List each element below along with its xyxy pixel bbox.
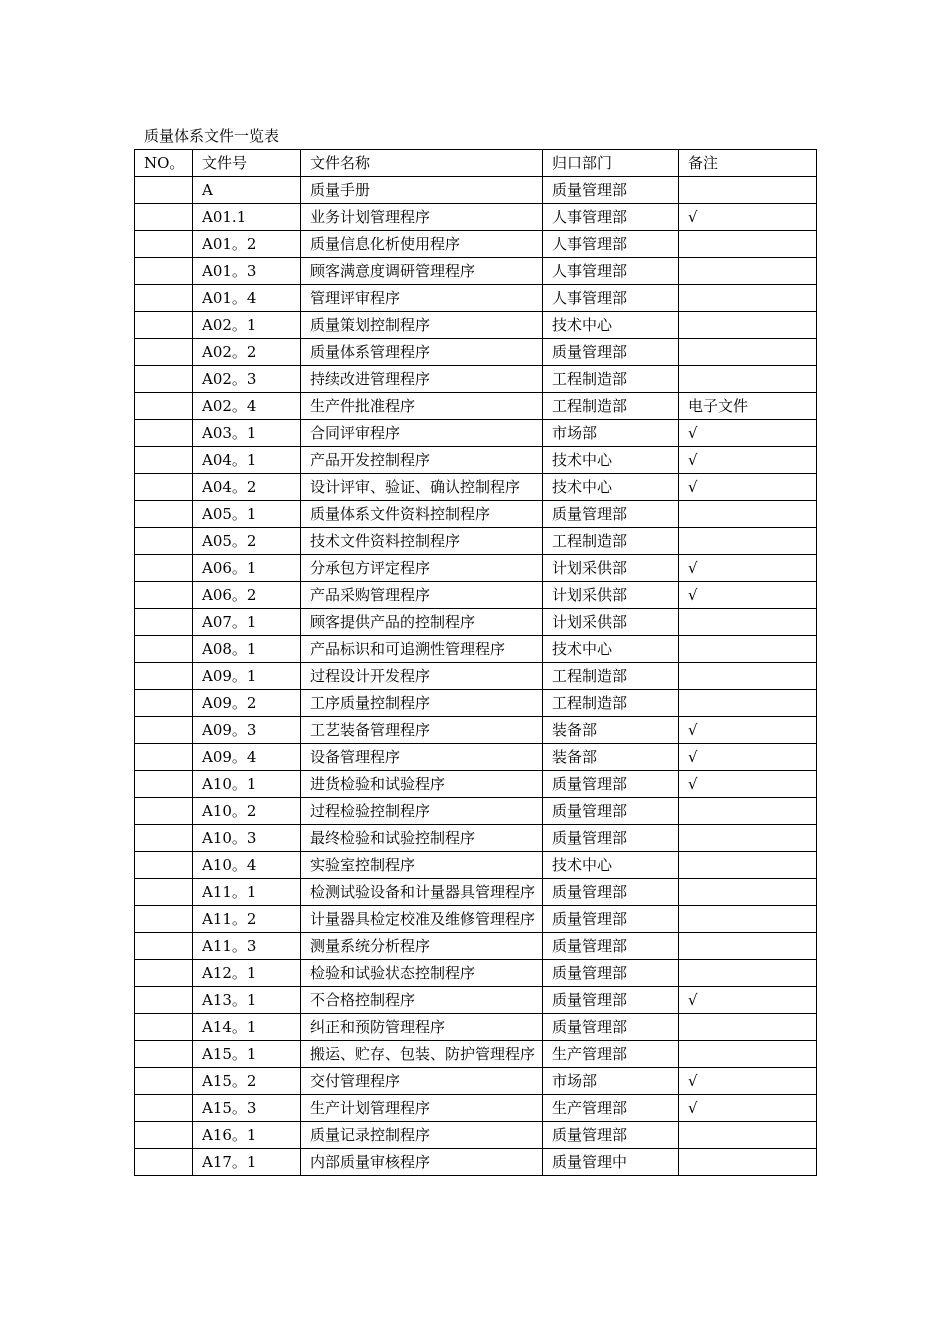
header-file-name: 文件名称: [301, 150, 543, 177]
document-list-table: [134, 149, 817, 1176]
row-no-cell: [135, 528, 193, 555]
remarks-cell: [679, 339, 817, 366]
remarks-cell: √: [679, 987, 817, 1014]
file-code-cell: A15。3: [193, 1095, 301, 1122]
table-row: [135, 258, 817, 285]
file-name-cell: 交付管理程序: [301, 1068, 543, 1095]
department-cell: 计划采供部: [543, 582, 679, 609]
remarks-cell: [679, 312, 817, 339]
file-code-cell: A16。1: [193, 1122, 301, 1149]
department-cell: 人事管理部: [543, 204, 679, 231]
table-row: [135, 636, 817, 663]
remarks-cell: √: [679, 717, 817, 744]
department-cell: 质量管理部: [543, 1014, 679, 1041]
file-name-cell: 过程设计开发程序: [301, 663, 543, 690]
file-code-cell: A17。1: [193, 1149, 301, 1176]
file-code-cell: A04。1: [193, 447, 301, 474]
department-cell: 市场部: [543, 1068, 679, 1095]
row-no-cell: [135, 231, 193, 258]
table-row: [135, 1149, 817, 1176]
file-name-cell: 质量策划控制程序: [301, 312, 543, 339]
table-row: [135, 771, 817, 798]
table-row: [135, 933, 817, 960]
department-cell: 质量管理部: [543, 879, 679, 906]
department-cell: 计划采供部: [543, 609, 679, 636]
row-no-cell: [135, 1068, 193, 1095]
document-title: 质量体系文件一览表: [144, 127, 280, 145]
row-no-cell: [135, 1149, 193, 1176]
file-code-cell: A08。1: [193, 636, 301, 663]
row-no-cell: [135, 474, 193, 501]
remarks-cell: [679, 636, 817, 663]
remarks-cell: √: [679, 744, 817, 771]
table-row: [135, 474, 817, 501]
file-code-cell: A06。2: [193, 582, 301, 609]
remarks-cell: [679, 366, 817, 393]
file-code-cell: A03。1: [193, 420, 301, 447]
row-no-cell: [135, 393, 193, 420]
file-code-cell: A11。3: [193, 933, 301, 960]
table-row: [135, 987, 817, 1014]
remarks-cell: [679, 609, 817, 636]
remarks-cell: √: [679, 1068, 817, 1095]
remarks-cell: [679, 231, 817, 258]
file-name-cell: 进货检验和试验程序: [301, 771, 543, 798]
file-name-cell: 计量器具检定校准及维修管理程序: [301, 906, 543, 933]
remarks-cell: [679, 690, 817, 717]
table-row: [135, 204, 817, 231]
file-name-cell: 质量体系管理程序: [301, 339, 543, 366]
department-cell: 技术中心: [543, 312, 679, 339]
row-no-cell: [135, 879, 193, 906]
department-cell: 装备部: [543, 744, 679, 771]
department-cell: 技术中心: [543, 852, 679, 879]
department-cell: 工程制造部: [543, 366, 679, 393]
table-row: [135, 1095, 817, 1122]
department-cell: 质量管理部: [543, 1122, 679, 1149]
file-code-cell: A01.1: [193, 204, 301, 231]
remarks-cell: [679, 1122, 817, 1149]
table-row: [135, 852, 817, 879]
department-cell: 质量管理部: [543, 960, 679, 987]
header-department: 归口部门: [543, 150, 679, 177]
file-code-cell: A01。2: [193, 231, 301, 258]
table-row: [135, 528, 817, 555]
file-name-cell: 分承包方评定程序: [301, 555, 543, 582]
table-row: [135, 447, 817, 474]
department-cell: 技术中心: [543, 474, 679, 501]
row-no-cell: [135, 285, 193, 312]
row-no-cell: [135, 744, 193, 771]
table-row: [135, 420, 817, 447]
remarks-cell: √: [679, 555, 817, 582]
department-cell: 计划采供部: [543, 555, 679, 582]
row-no-cell: [135, 339, 193, 366]
remarks-cell: [679, 663, 817, 690]
department-cell: 质量管理中: [543, 1149, 679, 1176]
file-name-cell: 检测试验设备和计量器具管理程序: [301, 879, 543, 906]
header-row: [135, 150, 817, 177]
table-row: [135, 690, 817, 717]
remarks-cell: [679, 960, 817, 987]
file-name-cell: 产品标识和可追溯性管理程序: [301, 636, 543, 663]
department-cell: 技术中心: [543, 636, 679, 663]
file-code-cell: A15。2: [193, 1068, 301, 1095]
table-row: [135, 717, 817, 744]
file-name-cell: 质量信息化析使用程序: [301, 231, 543, 258]
row-no-cell: [135, 555, 193, 582]
department-cell: 质量管理部: [543, 177, 679, 204]
remarks-cell: [679, 798, 817, 825]
file-name-cell: 质量体系文件资料控制程序: [301, 501, 543, 528]
department-cell: 装备部: [543, 717, 679, 744]
remarks-cell: √: [679, 771, 817, 798]
table-row: [135, 798, 817, 825]
header-remarks: 备注: [679, 150, 817, 177]
file-code-cell: A06。1: [193, 555, 301, 582]
row-no-cell: [135, 717, 193, 744]
remarks-cell: [679, 1041, 817, 1068]
file-code-cell: A01。4: [193, 285, 301, 312]
file-code-cell: A05。1: [193, 501, 301, 528]
table-row: [135, 555, 817, 582]
file-code-cell: A10。2: [193, 798, 301, 825]
file-name-cell: 管理评审程序: [301, 285, 543, 312]
table-row: [135, 609, 817, 636]
row-no-cell: [135, 960, 193, 987]
file-name-cell: 工序质量控制程序: [301, 690, 543, 717]
remarks-cell: [679, 906, 817, 933]
remarks-cell: √: [679, 204, 817, 231]
row-no-cell: [135, 636, 193, 663]
table-row: [135, 582, 817, 609]
file-name-cell: 纠正和预防管理程序: [301, 1014, 543, 1041]
department-cell: 质量管理部: [543, 339, 679, 366]
file-code-cell: A02。4: [193, 393, 301, 420]
remarks-cell: [679, 258, 817, 285]
file-name-cell: 合同评审程序: [301, 420, 543, 447]
table-row: [135, 663, 817, 690]
file-code-cell: A09。1: [193, 663, 301, 690]
row-no-cell: [135, 366, 193, 393]
remarks-cell: [679, 933, 817, 960]
department-cell: 质量管理部: [543, 771, 679, 798]
remarks-cell: √: [679, 474, 817, 501]
table-row: [135, 1041, 817, 1068]
file-name-cell: 顾客满意度调研管理程序: [301, 258, 543, 285]
row-no-cell: [135, 501, 193, 528]
file-name-cell: 工艺装备管理程序: [301, 717, 543, 744]
row-no-cell: [135, 825, 193, 852]
row-no-cell: [135, 420, 193, 447]
header-file-code: 文件号: [193, 150, 301, 177]
department-cell: 人事管理部: [543, 258, 679, 285]
file-name-cell: 顾客提供产品的控制程序: [301, 609, 543, 636]
file-name-cell: 检验和试验状态控制程序: [301, 960, 543, 987]
file-name-cell: 实验室控制程序: [301, 852, 543, 879]
remarks-cell: √: [679, 420, 817, 447]
table-row: [135, 312, 817, 339]
file-code-cell: A14。1: [193, 1014, 301, 1041]
department-cell: 质量管理部: [543, 987, 679, 1014]
row-no-cell: [135, 1122, 193, 1149]
file-code-cell: A09。3: [193, 717, 301, 744]
remarks-cell: [679, 528, 817, 555]
row-no-cell: [135, 582, 193, 609]
file-name-cell: 不合格控制程序: [301, 987, 543, 1014]
table-row: [135, 960, 817, 987]
table-row: [135, 285, 817, 312]
row-no-cell: [135, 204, 193, 231]
file-name-cell: 质量手册: [301, 177, 543, 204]
file-code-cell: A05。2: [193, 528, 301, 555]
table-row: [135, 339, 817, 366]
table-row: [135, 1068, 817, 1095]
remarks-cell: [679, 852, 817, 879]
department-cell: 质量管理部: [543, 825, 679, 852]
file-name-cell: 内部质量审核程序: [301, 1149, 543, 1176]
file-name-cell: 业务计划管理程序: [301, 204, 543, 231]
department-cell: 工程制造部: [543, 690, 679, 717]
file-code-cell: A13。1: [193, 987, 301, 1014]
department-cell: 人事管理部: [543, 285, 679, 312]
file-code-cell: A10。4: [193, 852, 301, 879]
table-row: [135, 366, 817, 393]
file-name-cell: 测量系统分析程序: [301, 933, 543, 960]
file-code-cell: A10。3: [193, 825, 301, 852]
row-no-cell: [135, 1014, 193, 1041]
header-no: NO。: [135, 150, 193, 177]
remarks-cell: [679, 825, 817, 852]
table-row: [135, 1014, 817, 1041]
department-cell: 生产管理部: [543, 1095, 679, 1122]
table-row: [135, 744, 817, 771]
file-code-cell: A09。4: [193, 744, 301, 771]
row-no-cell: [135, 906, 193, 933]
table-row: [135, 231, 817, 258]
table-row: [135, 879, 817, 906]
file-code-cell: A04。2: [193, 474, 301, 501]
remarks-cell: √: [679, 447, 817, 474]
remarks-cell: √: [679, 1095, 817, 1122]
remarks-cell: [679, 879, 817, 906]
row-no-cell: [135, 663, 193, 690]
row-no-cell: [135, 1095, 193, 1122]
row-no-cell: [135, 609, 193, 636]
remarks-cell: 电子文件: [679, 393, 817, 420]
file-code-cell: A15。1: [193, 1041, 301, 1068]
row-no-cell: [135, 447, 193, 474]
file-name-cell: 产品开发控制程序: [301, 447, 543, 474]
file-name-cell: 搬运、贮存、包装、防护管理程序: [301, 1041, 543, 1068]
remarks-cell: √: [679, 582, 817, 609]
row-no-cell: [135, 933, 193, 960]
row-no-cell: [135, 798, 193, 825]
remarks-cell: [679, 501, 817, 528]
department-cell: 工程制造部: [543, 663, 679, 690]
row-no-cell: [135, 177, 193, 204]
file-name-cell: 设计评审、验证、确认控制程序: [301, 474, 543, 501]
file-name-cell: 技术文件资料控制程序: [301, 528, 543, 555]
table-row: [135, 501, 817, 528]
remarks-cell: [679, 1014, 817, 1041]
department-cell: 工程制造部: [543, 393, 679, 420]
table-row: [135, 906, 817, 933]
file-name-cell: 产品采购管理程序: [301, 582, 543, 609]
department-cell: 工程制造部: [543, 528, 679, 555]
remarks-cell: [679, 1149, 817, 1176]
file-name-cell: 设备管理程序: [301, 744, 543, 771]
row-no-cell: [135, 312, 193, 339]
row-no-cell: [135, 771, 193, 798]
file-code-cell: A02。1: [193, 312, 301, 339]
file-code-cell: A02。2: [193, 339, 301, 366]
row-no-cell: [135, 1041, 193, 1068]
department-cell: 质量管理部: [543, 933, 679, 960]
file-code-cell: A09。2: [193, 690, 301, 717]
remarks-cell: [679, 177, 817, 204]
file-name-cell: 最终检验和试验控制程序: [301, 825, 543, 852]
file-code-cell: A12。1: [193, 960, 301, 987]
file-name-cell: 生产件批准程序: [301, 393, 543, 420]
table-row: [135, 393, 817, 420]
row-no-cell: [135, 690, 193, 717]
row-no-cell: [135, 258, 193, 285]
file-code-cell: A01。3: [193, 258, 301, 285]
file-name-cell: 生产计划管理程序: [301, 1095, 543, 1122]
file-code-cell: A11。1: [193, 879, 301, 906]
remarks-cell: [679, 285, 817, 312]
file-code-cell: A: [193, 177, 301, 204]
row-no-cell: [135, 987, 193, 1014]
row-no-cell: [135, 852, 193, 879]
table-row: [135, 177, 817, 204]
file-code-cell: A02。3: [193, 366, 301, 393]
department-cell: 人事管理部: [543, 231, 679, 258]
table-row: [135, 825, 817, 852]
file-code-cell: A11。2: [193, 906, 301, 933]
department-cell: 技术中心: [543, 447, 679, 474]
department-cell: 市场部: [543, 420, 679, 447]
file-name-cell: 持续改进管理程序: [301, 366, 543, 393]
file-name-cell: 过程检验控制程序: [301, 798, 543, 825]
file-code-cell: A07。1: [193, 609, 301, 636]
department-cell: 质量管理部: [543, 906, 679, 933]
file-code-cell: A10。1: [193, 771, 301, 798]
department-cell: 质量管理部: [543, 798, 679, 825]
department-cell: 质量管理部: [543, 501, 679, 528]
file-name-cell: 质量记录控制程序: [301, 1122, 543, 1149]
department-cell: 生产管理部: [543, 1041, 679, 1068]
table-row: [135, 1122, 817, 1149]
